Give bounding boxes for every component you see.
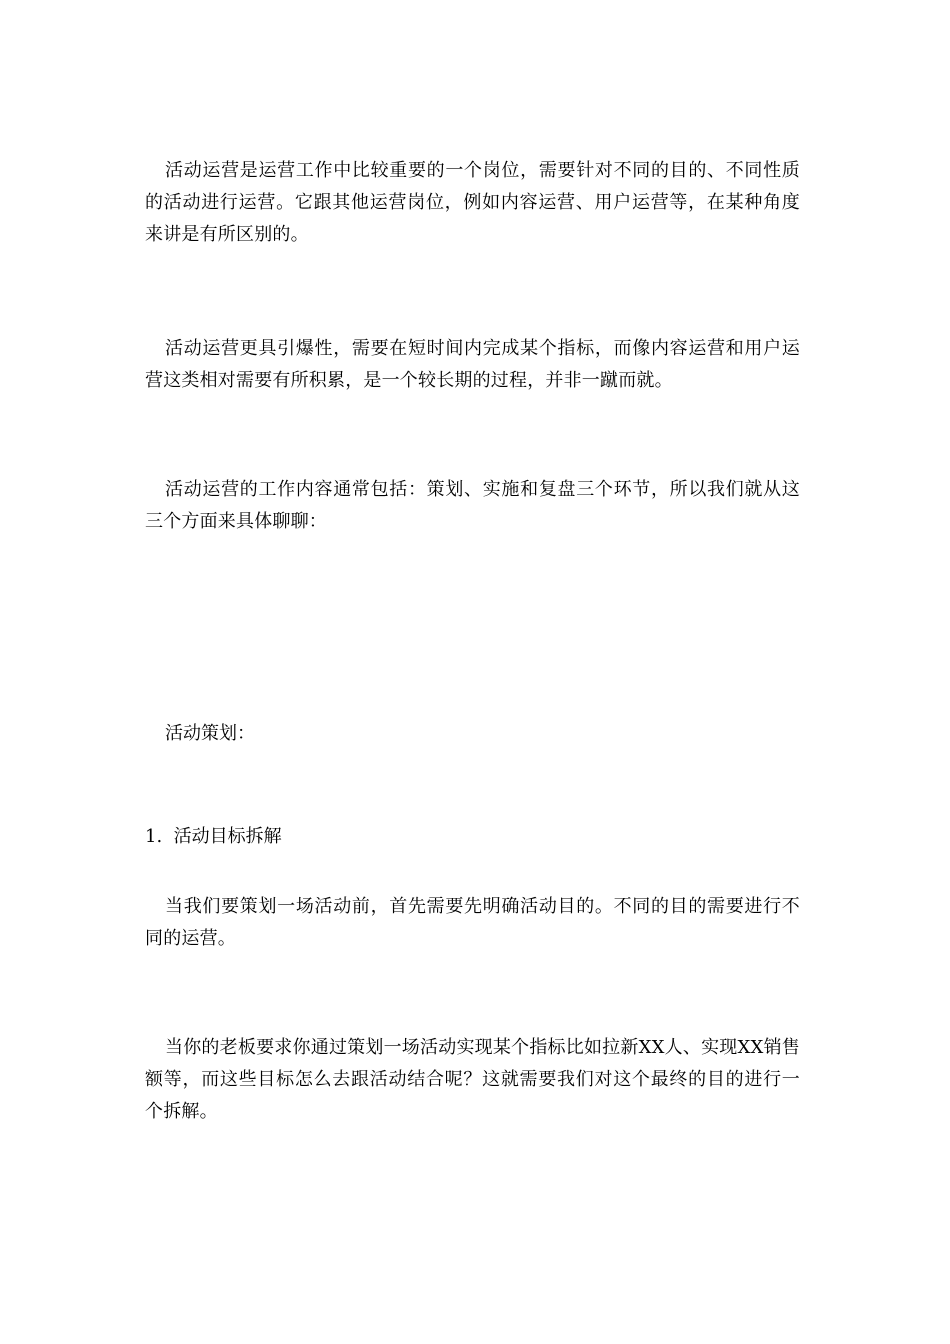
intro-paragraph-1: 活动运营是运营工作中比较重要的一个岗位，需要针对不同的目的、不同性质的活动进行运营。它跟其他运营岗位，例如内容运营、用户运营等，在某种角度来讲是有所区别的。 — [145, 160, 800, 245]
subsection-heading: 1. 活动目标拆解 — [145, 826, 282, 847]
intro-paragraph-3: 活动运营的工作内容通常包括：策划、实施和复盘三个环节，所以我们就从这三个方面来具体聊聊： — [145, 479, 800, 532]
section-heading: 活动策划： — [165, 723, 255, 744]
intro-paragraph-2: 活动运营更具引爆性，需要在短时间内完成某个指标，而像内容运营和用户运营这类相对需要有所积累，是一个较长期的过程，并非一蹴而就。 — [145, 338, 800, 391]
section-paragraph-1: 当我们要策划一场活动前，首先需要先明确活动目的。不同的目的需要进行不同的运营。 — [145, 896, 800, 949]
section-paragraph-2: 当你的老板要求你通过策划一场活动实现某个指标比如拉新XX人、实现XX销售额等，而这些目标怎么去跟活动结合呢？这就需要我们对这个最终的目的进行一个拆解。 — [145, 1037, 800, 1122]
